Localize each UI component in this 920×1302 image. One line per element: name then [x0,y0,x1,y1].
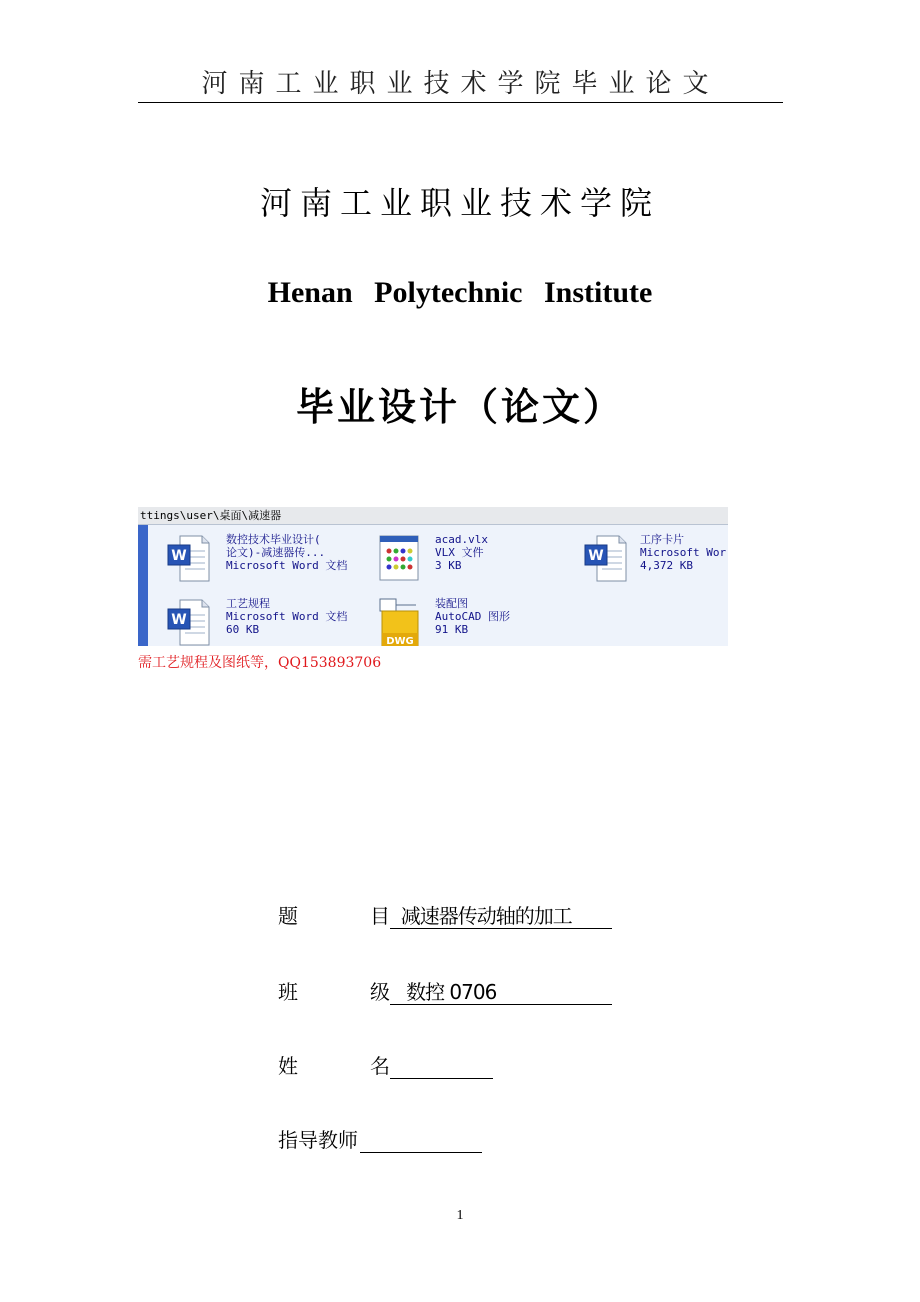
field-name [278,1050,618,1082]
field-label: 目 [370,904,390,928]
file-type-line: VLX 文件 [435,546,484,559]
file-name-line: 装配图 [435,597,468,610]
field-label: 姓 [278,1054,298,1078]
svg-text:W: W [171,612,187,628]
file-type-line: Microsoft Wor [640,546,727,559]
word-document-icon [583,533,627,583]
svg-text:W: W [171,548,187,564]
field-label: 级 [370,980,390,1004]
svg-text:DWG: DWG [386,636,414,647]
dwg-file-icon [378,597,422,646]
file-name-line: 论文)-减速器传... [226,546,326,559]
file-name-line: 数控技术毕业设计( [226,533,321,546]
file-size-line: 91 KB [435,623,469,636]
name-value [390,1050,493,1079]
word-document-icon [166,597,210,646]
document-type-title: 毕业设计（论文） [295,385,624,429]
file-type-line: AutoCAD 图形 [435,610,510,623]
explorer-address-bar: ttings\user\桌面\减速器 [138,507,728,525]
field-label: 班 [278,980,298,1004]
vlx-file-icon [378,533,422,583]
field-label: 指导教师 [278,1128,358,1152]
file-name-line: 工艺规程 [226,597,270,610]
field-label: 名 [370,1054,390,1078]
advisor-value [360,1124,482,1153]
file-size-line: 4,372 KB [640,559,693,572]
institute-name-cn: 河南工业职业技术学院 [259,184,660,222]
file-size-line: 3 KB [435,559,462,572]
file-explorer-screenshot [138,507,728,646]
field-advisor [278,1124,618,1156]
file-name-line: acad.vlx [435,533,488,546]
file-name-line: 工序卡片 [640,533,684,546]
field-class [278,976,618,1008]
file-size-line: 60 KB [226,623,260,636]
class-value: 数控 0706 [390,976,612,1005]
contact-note: 需工艺规程及图纸等，QQ153893706 [138,655,382,671]
page-number: 1 [456,1208,464,1223]
svg-text:W: W [588,548,604,564]
running-header: 河南工业职业技术学院毕业论文 [138,66,783,103]
field-topic [278,900,618,932]
field-label: 题 [278,904,298,928]
file-type-line: Microsoft Word 文档 [226,610,348,623]
institute-name-en: Henan Polytechnic Institute [267,276,653,309]
topic-value: 减速器传动轴的加工 [390,900,612,929]
file-type-line: Microsoft Word 文档 [226,559,348,572]
explorer-sidebar [138,525,148,646]
word-document-icon [166,533,210,583]
